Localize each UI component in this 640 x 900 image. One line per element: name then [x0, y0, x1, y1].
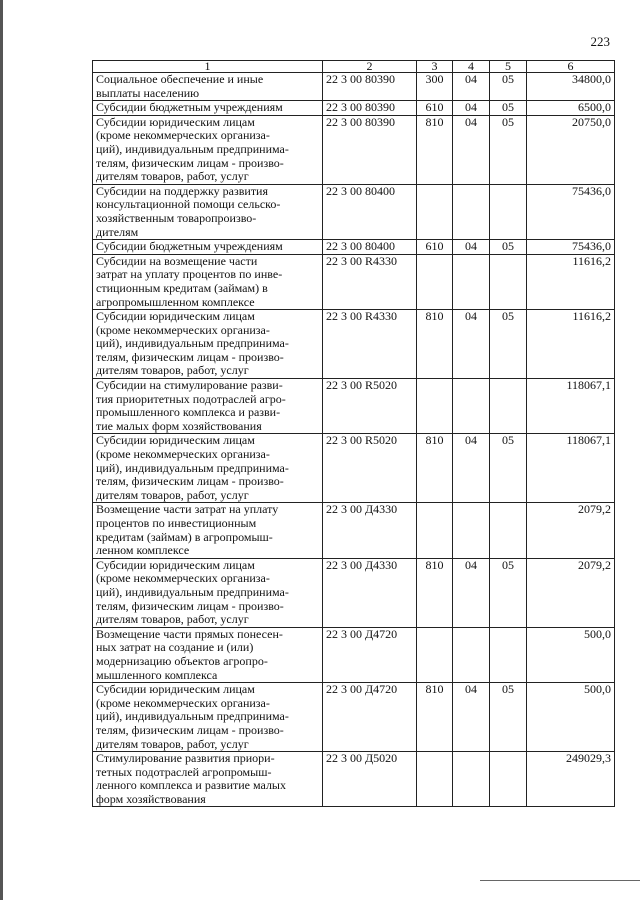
table-row	[93, 73, 615, 101]
column-header: 5	[490, 61, 527, 73]
subsection-cell: 05	[490, 310, 527, 379]
amount-cell: 500,0	[527, 627, 615, 682]
target-code-cell: 22 3 00 80390	[323, 73, 417, 101]
row-description	[93, 240, 323, 255]
description-line: (кроме некоммерческих организа-	[96, 695, 270, 710]
description-line: модернизацию объектов агропро-	[96, 653, 268, 668]
description-line: дителям товаров, работ, услуг	[96, 169, 249, 184]
description-line: телям, физическим лицам - произво-	[96, 349, 284, 364]
table-row	[93, 379, 615, 434]
target-code-cell: 22 3 00 80390	[323, 101, 417, 116]
description-line: ленном комплексе	[96, 543, 190, 558]
amount-cell: 2079,2	[527, 503, 615, 558]
subsection-cell	[490, 379, 527, 434]
row-description	[93, 73, 323, 101]
table-row	[93, 503, 615, 558]
expense-type-cell: 810	[417, 310, 453, 379]
description-line: Субсидии на возмещение части	[96, 253, 258, 268]
table-header-row	[93, 61, 615, 73]
description-line: Субсидии на стимулирование разви-	[96, 378, 283, 393]
description-line: консультационной помощи сельско-	[96, 197, 281, 212]
row-description	[93, 101, 323, 116]
description-line: телям, физическим лицам - произво-	[96, 598, 284, 613]
amount-cell: 249029,3	[527, 752, 615, 807]
section-cell: 04	[453, 558, 490, 627]
section-cell	[453, 503, 490, 558]
description-line: стиционным кредитам (займам) в	[96, 280, 268, 295]
subsection-cell	[490, 752, 527, 807]
expense-type-cell	[417, 184, 453, 239]
description-line: кредитам (займам) в агропромыш-	[96, 529, 273, 544]
scan-bottom-rule	[480, 880, 640, 881]
expense-type-cell: 810	[417, 683, 453, 752]
target-code-cell: 22 3 00 R5020	[323, 379, 417, 434]
section-cell: 04	[453, 240, 490, 255]
expense-type-cell	[417, 627, 453, 682]
table-row	[93, 627, 615, 682]
target-code-cell: 22 3 00 Д4720	[323, 683, 417, 752]
row-description	[93, 627, 323, 682]
description-line: телям, физическим лицам - произво-	[96, 722, 284, 737]
subsection-cell: 05	[490, 101, 527, 116]
table-row	[93, 310, 615, 379]
table-row	[93, 115, 615, 184]
description-line: Возмещение части затрат на уплату	[96, 502, 279, 517]
description-line: Субсидии юридическим лицам	[96, 682, 255, 697]
description-line: Субсидии юридическим лицам	[96, 557, 255, 572]
expense-type-cell: 610	[417, 101, 453, 116]
row-description	[93, 254, 323, 309]
row-description	[93, 115, 323, 184]
description-line: ций), индивидуальным предпринима-	[96, 141, 289, 156]
row-description	[93, 503, 323, 558]
target-code-cell: 22 3 00 Д4720	[323, 627, 417, 682]
description-line: Субсидии юридическим лицам	[96, 114, 255, 129]
scan-edge-line	[0, 0, 3, 900]
description-line: Субсидии юридическим лицам	[96, 309, 255, 324]
page-number: 223	[590, 34, 610, 49]
table-row	[93, 254, 615, 309]
table-row	[93, 558, 615, 627]
target-code-cell: 22 3 00 R4330	[323, 310, 417, 379]
table-row	[93, 101, 615, 116]
expense-type-cell: 810	[417, 558, 453, 627]
section-cell: 04	[453, 115, 490, 184]
column-header: 6	[527, 61, 615, 73]
description-line: Субсидии юридическим лицам	[96, 433, 255, 448]
description-line: промышленного комплекса и разви-	[96, 405, 281, 420]
description-line: дителям	[96, 224, 139, 239]
section-cell	[453, 752, 490, 807]
description-line: дителям товаров, работ, услуг	[96, 363, 249, 378]
subsection-cell: 05	[490, 115, 527, 184]
amount-cell: 118067,1	[527, 434, 615, 503]
amount-cell: 75436,0	[527, 240, 615, 255]
description-line: дителям товаров, работ, услуг	[96, 612, 249, 627]
description-line: ных затрат на создание и (или)	[96, 640, 254, 655]
subsection-cell: 05	[490, 240, 527, 255]
description-line: Субсидии бюджетным учреждениям	[96, 100, 283, 115]
section-cell: 04	[453, 683, 490, 752]
row-description	[93, 379, 323, 434]
target-code-cell: 22 3 00 80390	[323, 115, 417, 184]
description-line: (кроме некоммерческих организа-	[96, 128, 270, 143]
expense-type-cell: 610	[417, 240, 453, 255]
subsection-cell: 05	[490, 558, 527, 627]
target-code-cell: 22 3 00 80400	[323, 240, 417, 255]
subsection-cell: 05	[490, 683, 527, 752]
target-code-cell: 22 3 00 R5020	[323, 434, 417, 503]
expense-type-cell	[417, 752, 453, 807]
expense-type-cell	[417, 379, 453, 434]
table-row	[93, 752, 615, 807]
amount-cell: 6500,0	[527, 101, 615, 116]
target-code-cell: 22 3 00 Д4330	[323, 558, 417, 627]
description-line: Субсидии на поддержку развития	[96, 183, 269, 198]
target-code-cell: 22 3 00 R4330	[323, 254, 417, 309]
description-line: агропромышленном комплексе	[96, 294, 255, 309]
row-description	[93, 434, 323, 503]
section-cell	[453, 254, 490, 309]
target-code-cell: 22 3 00 Д5020	[323, 752, 417, 807]
description-line: (кроме некоммерческих организа-	[96, 322, 270, 337]
section-cell: 04	[453, 73, 490, 101]
description-line: телям, физическим лицам - произво-	[96, 155, 284, 170]
description-line: дителям товаров, работ, услуг	[96, 736, 249, 751]
target-code-cell: 22 3 00 Д4330	[323, 503, 417, 558]
table-row	[93, 683, 615, 752]
subsection-cell	[490, 184, 527, 239]
description-line: ций), индивидуальным предпринима-	[96, 584, 289, 599]
description-line: Стимулирование развития приори-	[96, 751, 275, 766]
row-description	[93, 310, 323, 379]
description-line: ций), индивидуальным предпринима-	[96, 460, 289, 475]
section-cell: 04	[453, 101, 490, 116]
description-line: Субсидии бюджетным учреждениям	[96, 239, 283, 254]
description-line: ленного комплекса и развитие малых	[96, 778, 286, 793]
target-code-cell: 22 3 00 80400	[323, 184, 417, 239]
subsection-cell	[490, 503, 527, 558]
description-line: форм хозяйствования	[96, 791, 206, 806]
description-line: (кроме некоммерческих организа-	[96, 571, 270, 586]
description-line: процентов по инвестиционным	[96, 516, 257, 530]
section-cell	[453, 379, 490, 434]
amount-cell: 500,0	[527, 683, 615, 752]
amount-cell: 75436,0	[527, 184, 615, 239]
amount-cell: 11616,2	[527, 254, 615, 309]
expense-type-cell: 810	[417, 115, 453, 184]
description-line: выплаты населению	[96, 85, 200, 100]
description-line: тие малых форм хозяйствования	[96, 418, 262, 433]
description-line: мышленного комплекса	[96, 667, 218, 682]
description-line: (кроме некоммерческих организа-	[96, 447, 270, 462]
table-row	[93, 434, 615, 503]
expense-type-cell	[417, 254, 453, 309]
description-line: Социальное обеспечение и иные	[96, 72, 264, 86]
expense-type-cell: 300	[417, 73, 453, 101]
subsection-cell	[490, 254, 527, 309]
description-line: телям, физическим лицам - произво-	[96, 474, 284, 489]
section-cell	[453, 184, 490, 239]
amount-cell: 20750,0	[527, 115, 615, 184]
description-line: тетных подотраслей агропромыш-	[96, 764, 272, 779]
row-description	[93, 683, 323, 752]
expense-type-cell	[417, 503, 453, 558]
description-line: дителям товаров, работ, услуг	[96, 487, 249, 502]
column-header: 4	[453, 61, 490, 73]
table-row	[93, 184, 615, 239]
subsection-cell: 05	[490, 73, 527, 101]
table-row	[93, 240, 615, 255]
description-line: ций), индивидуальным предпринима-	[96, 336, 289, 351]
description-line: хозяйственным товаропроизво-	[96, 210, 257, 225]
description-line: тия приоритетных подотраслей агро-	[96, 391, 286, 406]
description-line: затрат на уплату процентов по инве-	[96, 267, 283, 282]
row-description	[93, 558, 323, 627]
column-header: 3	[417, 61, 453, 73]
section-cell: 04	[453, 310, 490, 379]
subsection-cell: 05	[490, 434, 527, 503]
row-description	[93, 752, 323, 807]
column-header: 2	[323, 61, 417, 73]
amount-cell: 2079,2	[527, 558, 615, 627]
column-header: 1	[93, 61, 323, 73]
row-description	[93, 184, 323, 239]
amount-cell: 34800,0	[527, 73, 615, 101]
amount-cell: 118067,1	[527, 379, 615, 434]
expense-type-cell: 810	[417, 434, 453, 503]
budget-table	[92, 60, 615, 807]
section-cell	[453, 627, 490, 682]
description-line: ций), индивидуальным предпринима-	[96, 709, 289, 724]
section-cell: 04	[453, 434, 490, 503]
description-line: Возмещение части прямых понесен-	[96, 626, 283, 641]
amount-cell: 11616,2	[527, 310, 615, 379]
subsection-cell	[490, 627, 527, 682]
